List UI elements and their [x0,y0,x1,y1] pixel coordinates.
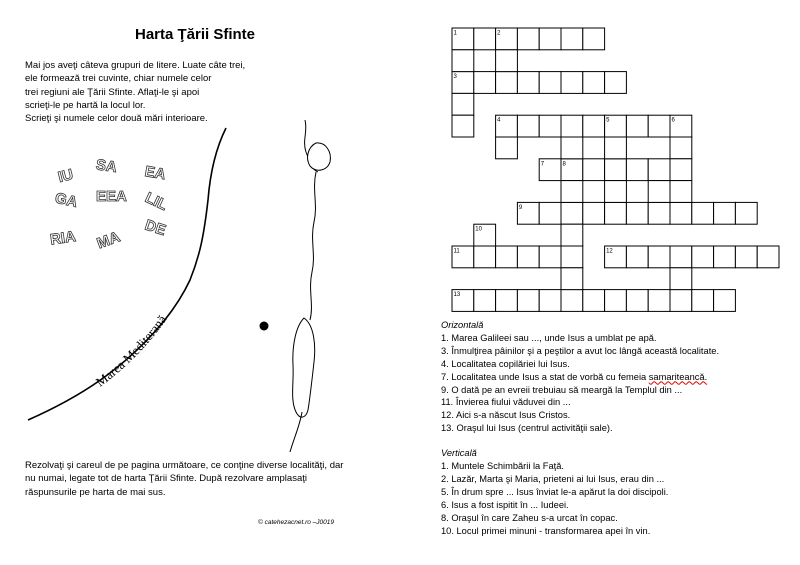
crossword-cell[interactable] [735,246,757,268]
crossword-cell[interactable] [583,115,605,137]
crossword-cell[interactable] [648,202,670,224]
crossword-cell[interactable] [561,137,583,159]
crossword-number: 9 [518,204,523,211]
crossword-cell[interactable] [561,202,583,224]
crossword-cell[interactable] [561,246,583,268]
crossword-cell[interactable] [496,290,518,312]
crossword-cell[interactable] [517,290,539,312]
crossword-cell[interactable] [496,137,518,159]
crossword-cell[interactable] [626,246,648,268]
sea-label: Marea Mediterană [92,312,170,390]
syllable: MA [94,228,123,253]
intro-line: Mai jos aveţi câteva grupuri de litere. Luate câte trei, [25,60,246,71]
horizontal-clue: 12. Aici s-a născut Isus Cristos. [441,410,571,421]
crossword-cell[interactable] [692,246,714,268]
vertical-clue: 10. Locul primei minuni - transformarea apei în vin. [441,525,651,536]
crossword-number: 12 [606,248,613,255]
crossword-cell[interactable] [714,202,736,224]
crossword-number: 11 [453,248,460,255]
crossword-cell[interactable] [648,246,670,268]
crossword-cell[interactable] [670,268,692,290]
crossword-cell[interactable] [670,159,692,181]
crossword-cell[interactable] [539,246,561,268]
crossword-cell[interactable] [496,246,518,268]
crossword-cell[interactable] [583,28,605,50]
crossword-cell[interactable] [496,72,518,94]
vertical-clue: 5. În drum spre ... Isus înviat le-a apărut la doi discipoli. [441,486,669,497]
crossword-cell[interactable] [670,181,692,203]
crossword-cell[interactable] [517,72,539,94]
vertical-clue: 8. Oraşul în care Zaheu s-a urcat în copac. [441,512,618,523]
crossword-number: 3 [453,74,457,81]
crossword-cell[interactable] [539,290,561,312]
crossword-cell[interactable] [670,137,692,159]
horizontal-clue: 4. Localitatea copilăriei lui Isus. [441,358,570,369]
instructions-text [25,459,370,499]
vertical-header: Verticală [441,448,477,459]
crossword-cell[interactable] [539,72,561,94]
crossword-cell[interactable] [714,290,736,312]
crossword-number: 1 [453,30,457,37]
syllable: LIL [142,189,170,215]
crossword-cell[interactable] [648,115,670,137]
crossword-cell[interactable] [626,290,648,312]
crossword-cell[interactable] [626,159,648,181]
horizontal-clue: 7. Localitatea unde Isus a stat de vorbă cu femeia samariteancă. [441,371,708,382]
dead-sea [293,318,315,417]
vertical-clue: 2. Lazăr, Marta şi Maria, prieteni ai lui Isus, erau din ... [441,473,665,484]
crossword-cell[interactable] [605,181,627,203]
crossword-cell[interactable] [605,72,627,94]
crossword-cell[interactable] [561,268,583,290]
crossword-cell[interactable] [605,290,627,312]
vertical-clue: 6. Isus a fost ispitit în ... Iudeei. [441,499,569,510]
crossword-cell[interactable] [452,93,474,115]
intro-line: scrieţi-le pe hartă la locul lor. [25,99,146,111]
crossword-cell[interactable] [452,115,474,137]
crossword-number: 8 [562,161,566,168]
crossword-cell[interactable] [517,115,539,137]
crossword-cell[interactable] [496,50,518,72]
crossword-cell[interactable] [670,246,692,268]
crossword-cell[interactable] [561,72,583,94]
crossword-cell[interactable] [757,246,779,268]
copyright: © catehezacnet.ro –J0019 [258,519,334,526]
jerusalem-dot [260,322,269,331]
crossword-cell[interactable] [474,28,496,50]
instruction-line: nu numai, legate tot de harta Ţării Sfinte. După rezolvare amplasaţi [25,473,307,485]
crossword-cell[interactable] [648,159,670,181]
crossword-cell[interactable] [583,202,605,224]
horizontal-clue: 3. Înmulţirea pâinilor şi a peştilor a avut loc lângă această localitate. [441,345,720,356]
crossword-cell[interactable] [474,290,496,312]
crossword-cell[interactable] [474,246,496,268]
horizontal-header: Orizontală [441,320,484,330]
vertical-clue: 1. Muntele Schimbării la Faţă. [441,461,564,472]
syllable: GA [53,189,79,211]
horizontal-clue: 11. Învierea fiului văduvei din ... [441,397,571,408]
crossword-cell[interactable] [648,181,670,203]
crossword-cell[interactable] [517,28,539,50]
syllable: SA [94,156,118,177]
instruction-line: Rezolvaţi şi careul de pe pagina următoare, ce conţine diverse localităţi, dar [25,460,344,471]
intro-line: Scrieţi şi numele celor două mări interioare. [25,113,208,125]
crossword-cell[interactable] [605,202,627,224]
crossword-cell[interactable] [561,224,583,246]
crossword-number: 13 [453,292,461,299]
syllable: RIA [49,228,77,249]
crossword-cell[interactable] [605,159,627,181]
page-title: Harta Ţării Sfinte [134,26,256,43]
crossword-number: 6 [671,117,675,124]
crossword-cell[interactable] [626,202,648,224]
syllable: IU [56,166,76,187]
crossword-cell[interactable] [561,181,583,203]
crossword-cell[interactable] [648,290,670,312]
horizontal-clue: 1. Marea Galileei sau ..., unde Isus a umblat pe apă. [441,332,657,343]
crossword-cell[interactable] [561,28,583,50]
syllable: EA [143,163,167,184]
crossword-cell[interactable] [539,202,561,224]
crossword-number: 7 [540,161,545,168]
crossword-cell[interactable] [539,28,561,50]
crossword-number: 10 [475,226,482,233]
crossword-cell[interactable] [583,159,605,181]
crossword-cell[interactable] [605,137,627,159]
crossword-cell[interactable] [714,246,736,268]
crossword-cell[interactable] [561,115,583,137]
horizontal-clue: 9. O dată pe an evreii trebuiau să meargă la Templul din ... [441,384,683,395]
crossword-clues [441,319,719,538]
intro-line: trei regiuni ale Ţării Sfinte. Aflaţi-le şi apoi [25,86,200,98]
instruction-line: răspunsurile pe harta de mai sus. [25,486,166,498]
crossword-number: 2 [497,30,501,37]
crossword-cell[interactable] [452,50,474,72]
crossword-cell[interactable] [583,290,605,312]
syllable: EEA [96,188,127,205]
crossword-cell[interactable] [474,72,496,94]
crossword-cell[interactable] [692,202,714,224]
crossword-cell[interactable] [670,290,692,312]
crossword-number: 4 [497,117,501,124]
crossword-cell[interactable] [692,290,714,312]
arava-line [290,412,302,452]
crossword-number: 5 [606,117,610,124]
horizontal-clue: 13. Oraşul lui Isus (centrul activităţii sale). [441,423,613,434]
syllable: DE [142,216,168,240]
intro-line: ele formează trei cuvinte, chiar numele celor [25,73,212,85]
crossword-cell[interactable] [626,115,648,137]
crossword-cell[interactable] [517,246,539,268]
crossword-cell[interactable] [670,202,692,224]
crossword-cell[interactable] [539,115,561,137]
crossword-cell[interactable] [561,290,583,312]
crossword-cell[interactable] [583,72,605,94]
crossword-cell[interactable] [735,202,757,224]
